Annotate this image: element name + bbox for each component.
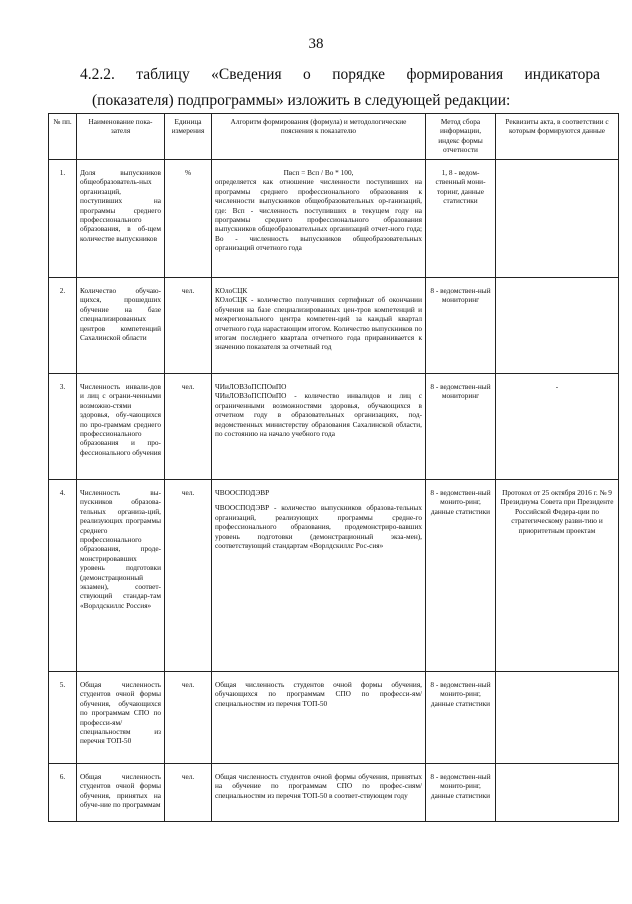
row-requisites <box>496 160 619 278</box>
row-num: 2. <box>49 278 77 374</box>
col-header-num: № пп. <box>49 114 77 160</box>
row-num: 4. <box>49 480 77 672</box>
row-algorithm: Общая численность студентов очной формы обучения, обучающихся по программам СПО по професси-ям/специальностям из перечня ТОП-50 <box>212 672 426 764</box>
table-row <box>49 764 619 822</box>
row-unit: чел. <box>165 672 212 764</box>
table-row <box>49 278 619 374</box>
row-formula: ЧИиЛОВЗоПСПОиПО <box>215 382 287 391</box>
row-num: 6. <box>49 764 77 822</box>
row-num: 3. <box>49 374 77 480</box>
row-method: 8 - ведомствен-ный мониторинг <box>426 374 496 480</box>
row-formula: КОлоСЦК <box>215 286 248 295</box>
row-requisites: Протокол от 25 октября 2016 г. № 9 Президиума Совета при Президенте Российской Федера-ции по стратегическому разви-тию и приоритетным проектам <box>496 480 619 672</box>
table-row <box>49 374 619 480</box>
table-row <box>49 672 619 764</box>
row-unit: чел. <box>165 480 212 672</box>
indicator-table <box>48 113 619 822</box>
row-algorithm: Общая численность студентов очной формы обучения, принятых на обучение по программам СПО по профес-сиям/специальностям из перечня ТОП-50 в соответ-ствующем году <box>212 764 426 822</box>
row-unit: чел. <box>165 278 212 374</box>
section-heading: 4.2.2. таблицу «Сведения о порядке формирования индикатора <box>80 66 600 83</box>
row-method: 8 - ведомствен-ный монито-ринг, данные статистики <box>426 764 496 822</box>
row-method: 8 - ведомствен-ный мониторинг <box>426 278 496 374</box>
row-requisites <box>496 278 619 374</box>
col-header-method: Метод сбора информации, индекс формы отчетности <box>426 114 496 160</box>
section-heading-cont: (показателя) подпрограммы» изложить в следующей редакции: <box>92 92 511 109</box>
row-requisites <box>496 672 619 764</box>
row-algorithm: ЧВООСПОДЭВР ЧВООСПОДЭВР - количество выпускников образова-тельных организаций, реализующих программы средне-го профессионального образования, продемонстриро-вавших уровень подготовки (демонстрационный экза-мен), соответствующий стандартам «Ворлдскиллс Рос-сия» <box>212 480 426 672</box>
col-header-unit: Единица измерения <box>165 114 212 160</box>
row-unit: чел. <box>165 374 212 480</box>
col-header-requisites: Реквизиты акта, в соответствии с которым формируются данные <box>496 114 619 160</box>
row-algorithm: КОлоСЦК КОлоСЦК - количество получивших сертификат об окончании обучения на базе специализированных цен-тров компетенций и межрегионального центра компетен-ций за каждый квартал отчетного года нарастающим итогом. Количество выпускников по итогам последнего квартала отчетного года приравнивается к значению показателя за отчетный год <box>212 278 426 374</box>
page-number: 38 <box>308 36 324 52</box>
row-method: 8 - ведомствен-ный монито-ринг, данные статистики <box>426 672 496 764</box>
col-header-name: Наименование пока-зателя <box>77 114 165 160</box>
row-method: 1, 8 - ведом-ственный мони-торинг, данные статистики <box>426 160 496 278</box>
row-formula: Пвсп = Всп / Во * 100, <box>283 168 354 177</box>
row-unit: % <box>165 160 212 278</box>
row-num: 5. <box>49 672 77 764</box>
row-name: Количество обучаю-щихся, прошедших обучение на базе специализированных центров компетенций Сахалинской области <box>77 278 165 374</box>
table-row <box>49 480 619 672</box>
row-algorithm: Пвсп = Всп / Во * 100, определяется как отношение численности поступивших на программы среднего профессионального образования к численности выпускников общеобразовательных ор-ганизаций, где: Всп - численность поступивших в текущем году на программы среднего профессионального образования выпускников общеобразовательных организаций отчет-ного года; Во - численность выпускников общеобразовательных организаций отчетного года <box>212 160 426 278</box>
row-name: Общая численность студентов очной формы обучения, принятых на обуче-ние по программам <box>77 764 165 822</box>
row-algorithm: ЧИиЛОВЗоПСПОиПО ЧИиЛОВЗоПСПОиПО - количество инвалидов и лиц с ограниченными возможностями здоровья, обучающихся в отчетном году в образовательных организациях, под-ведомственных министерству образования Сахалинской области, по состоянию на начало учебного года <box>212 374 426 480</box>
row-name: Общая численность студентов очной формы обучения, обучающихся по программам СПО по професси-ям/специальностям из перечня ТОП-50 <box>77 672 165 764</box>
row-name: Численность вы-пускников образова-тельных организа-ций, реализующих программы среднего профессионального образования, проде-монстрировавших уровень подготовки (демонстрационный экзамен), соответ-ствующий стандар-там «Ворлдскиллс Россия» <box>77 480 165 672</box>
row-requisites <box>496 764 619 822</box>
row-unit: чел. <box>165 764 212 822</box>
row-method: 8 - ведомствен-ный монито-ринг, данные статистики <box>426 480 496 672</box>
row-num: 1. <box>49 160 77 278</box>
row-requisites: - <box>496 374 619 480</box>
row-formula: ЧВООСПОДЭВР <box>215 488 270 497</box>
table-header-row <box>49 114 619 160</box>
row-name: Численность инвали-дов и лиц с ограни-ченными возможно-стями здоровья, обу-чающихся по про-граммам среднего профессионального образования и про-фессионального обучения <box>77 374 165 480</box>
col-header-algorithm: Алгоритм формирования (формула) и методологические пояснения к показателю <box>212 114 426 160</box>
table-row <box>49 160 619 278</box>
row-name: Доля выпускников общеобразователь-ных организаций, поступивших на программы среднего профессионального образования, в об-щем количестве выпускников <box>77 160 165 278</box>
